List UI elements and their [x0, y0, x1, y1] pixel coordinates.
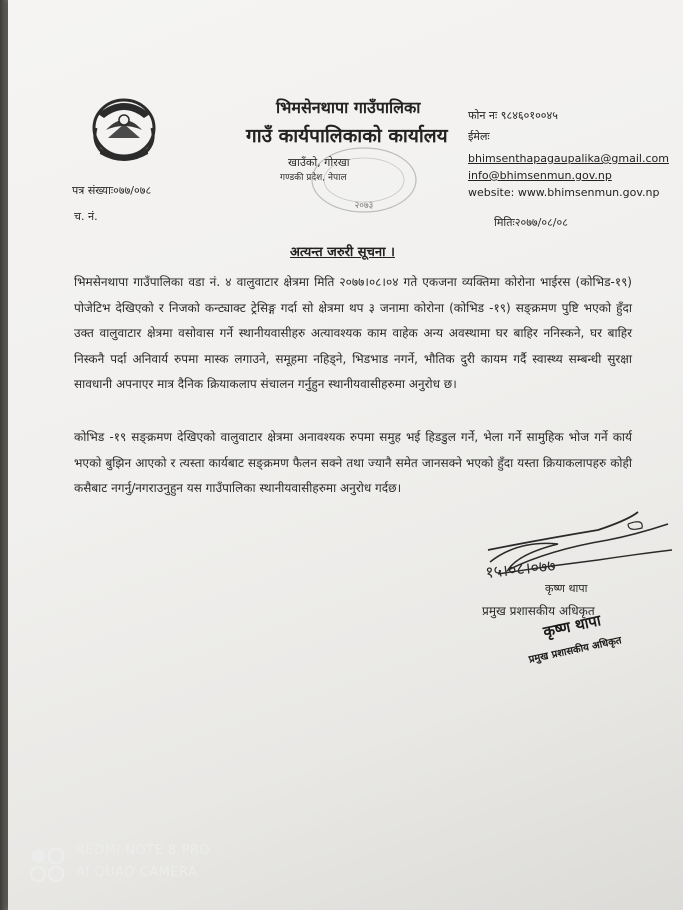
office-address: खाउँको, गोरखा	[288, 156, 350, 169]
phone-number: फोन नः ९८४६०१००४५	[468, 109, 558, 122]
letter-date: मितिः२०७७/०८/०८	[494, 216, 568, 229]
watermark-model: REDMI NOTE 8 PRO	[76, 843, 211, 858]
photo-edge-shadow	[0, 0, 8, 910]
email-link-info[interactable]: info@bhimsenmun.gov.np	[468, 169, 612, 182]
stamp-name: कृष्ण थापा	[541, 611, 603, 642]
office-name: गाउँ कार्यपालिकाको कार्यालय	[246, 125, 448, 147]
office-address-2: गण्डकी प्रदेश, नेपाल	[280, 173, 347, 183]
camera-lens-icon	[28, 846, 68, 884]
email-link-gmail[interactable]: bhimsenthapagaupalika@gmail.com	[468, 152, 669, 165]
svg-text:२०७३: २०७३	[354, 201, 374, 211]
letter-reference-number: पत्र संख्याः०७७/०७८	[72, 184, 152, 197]
email-label: ईमेलः	[468, 130, 490, 143]
signatory-name: कृष्ण थापा	[545, 582, 588, 595]
website-link[interactable]: website: www.bhimsenmun.gov.np	[468, 186, 660, 199]
watermark-camera: AI QUAD CAMERA	[76, 865, 198, 880]
notice-heading: अत्यन्त जरुरी सूचना ।	[290, 245, 395, 260]
signatory-title: प्रमुख प्रशासकीय अधिकृत	[482, 604, 595, 618]
notice-paragraph-1: भिमसेनथापा गाउँपालिका वडा नं. ४ वालुवाटार क्षेत्रमा मिति २०७७।०८।०४ गते एकजना व्यक्तिमा कोरोना भाईरस (कोभिड-१९) पोजेटिभ देखिएको र निजको कन्ट्याक्ट ट्रेसिङ्ग गर्दा सो क्षेत्रमा थप ३ जनामा कोरोना (कोभिड -१९) सङ्क्रमण पुष्टि भएको हुँदा उक्त वालुवाटार क्षेत्रमा वसोवास गर्ने स्थानीयवासीहरु अत्यावश्यक काम वाहेक अन्य अवस्थामा घर बाहिर ननिस्कने, घर बाहिर निस्कनै पर्दा अनिवार्य रुपमा मास्क लगाउने, समूहमा नहिड्ने, भिडभाड नगर्ने, भौतिक दुरी कायम गर्दै स्वास्थ्य सम्बन्धी सुरक्षा सावधानी अपनाएर मात्र दैनिक क्रियाकलाप संचालन गर्नुहुन स्थानीयवासीहरुमा अनुरोध छ।	[74, 275, 632, 391]
dispatch-number: च. नं.	[74, 210, 98, 223]
stamp-title: प्रमुख प्रशासकीय अधिकृत	[527, 635, 623, 666]
camera-watermark	[28, 843, 248, 887]
letter-paper	[8, 0, 683, 910]
org-name: भिमसेनथापा गाउँपालिका	[276, 98, 421, 117]
handwritten-date: १५।०८।०७७	[484, 555, 557, 582]
office-seal	[304, 144, 424, 216]
notice-paragraph-2: कोभिड -१९ सङ्क्रमण देखिएको वालुवाटार क्षेत्रमा अनावश्यक रुपमा समुह भई हिडडुल गर्ने, भेला गर्ने सामुहिक भोज गर्ने कार्य भएको बुझिन आएको र त्यस्ता कार्यबाट सङ्क्रमण फैलन सक्ने तथा ज्यानै समेत जानसक्ने भएको हुँदा यस्ता क्रियाकलापहरु कोही कसैबाट नगर्नु/नगराउनुहुन यस गाउँपालिका स्थानीयवासीहरुमा अनुरोध गर्दछ।	[74, 430, 632, 495]
nepal-emblem-icon	[84, 88, 164, 166]
